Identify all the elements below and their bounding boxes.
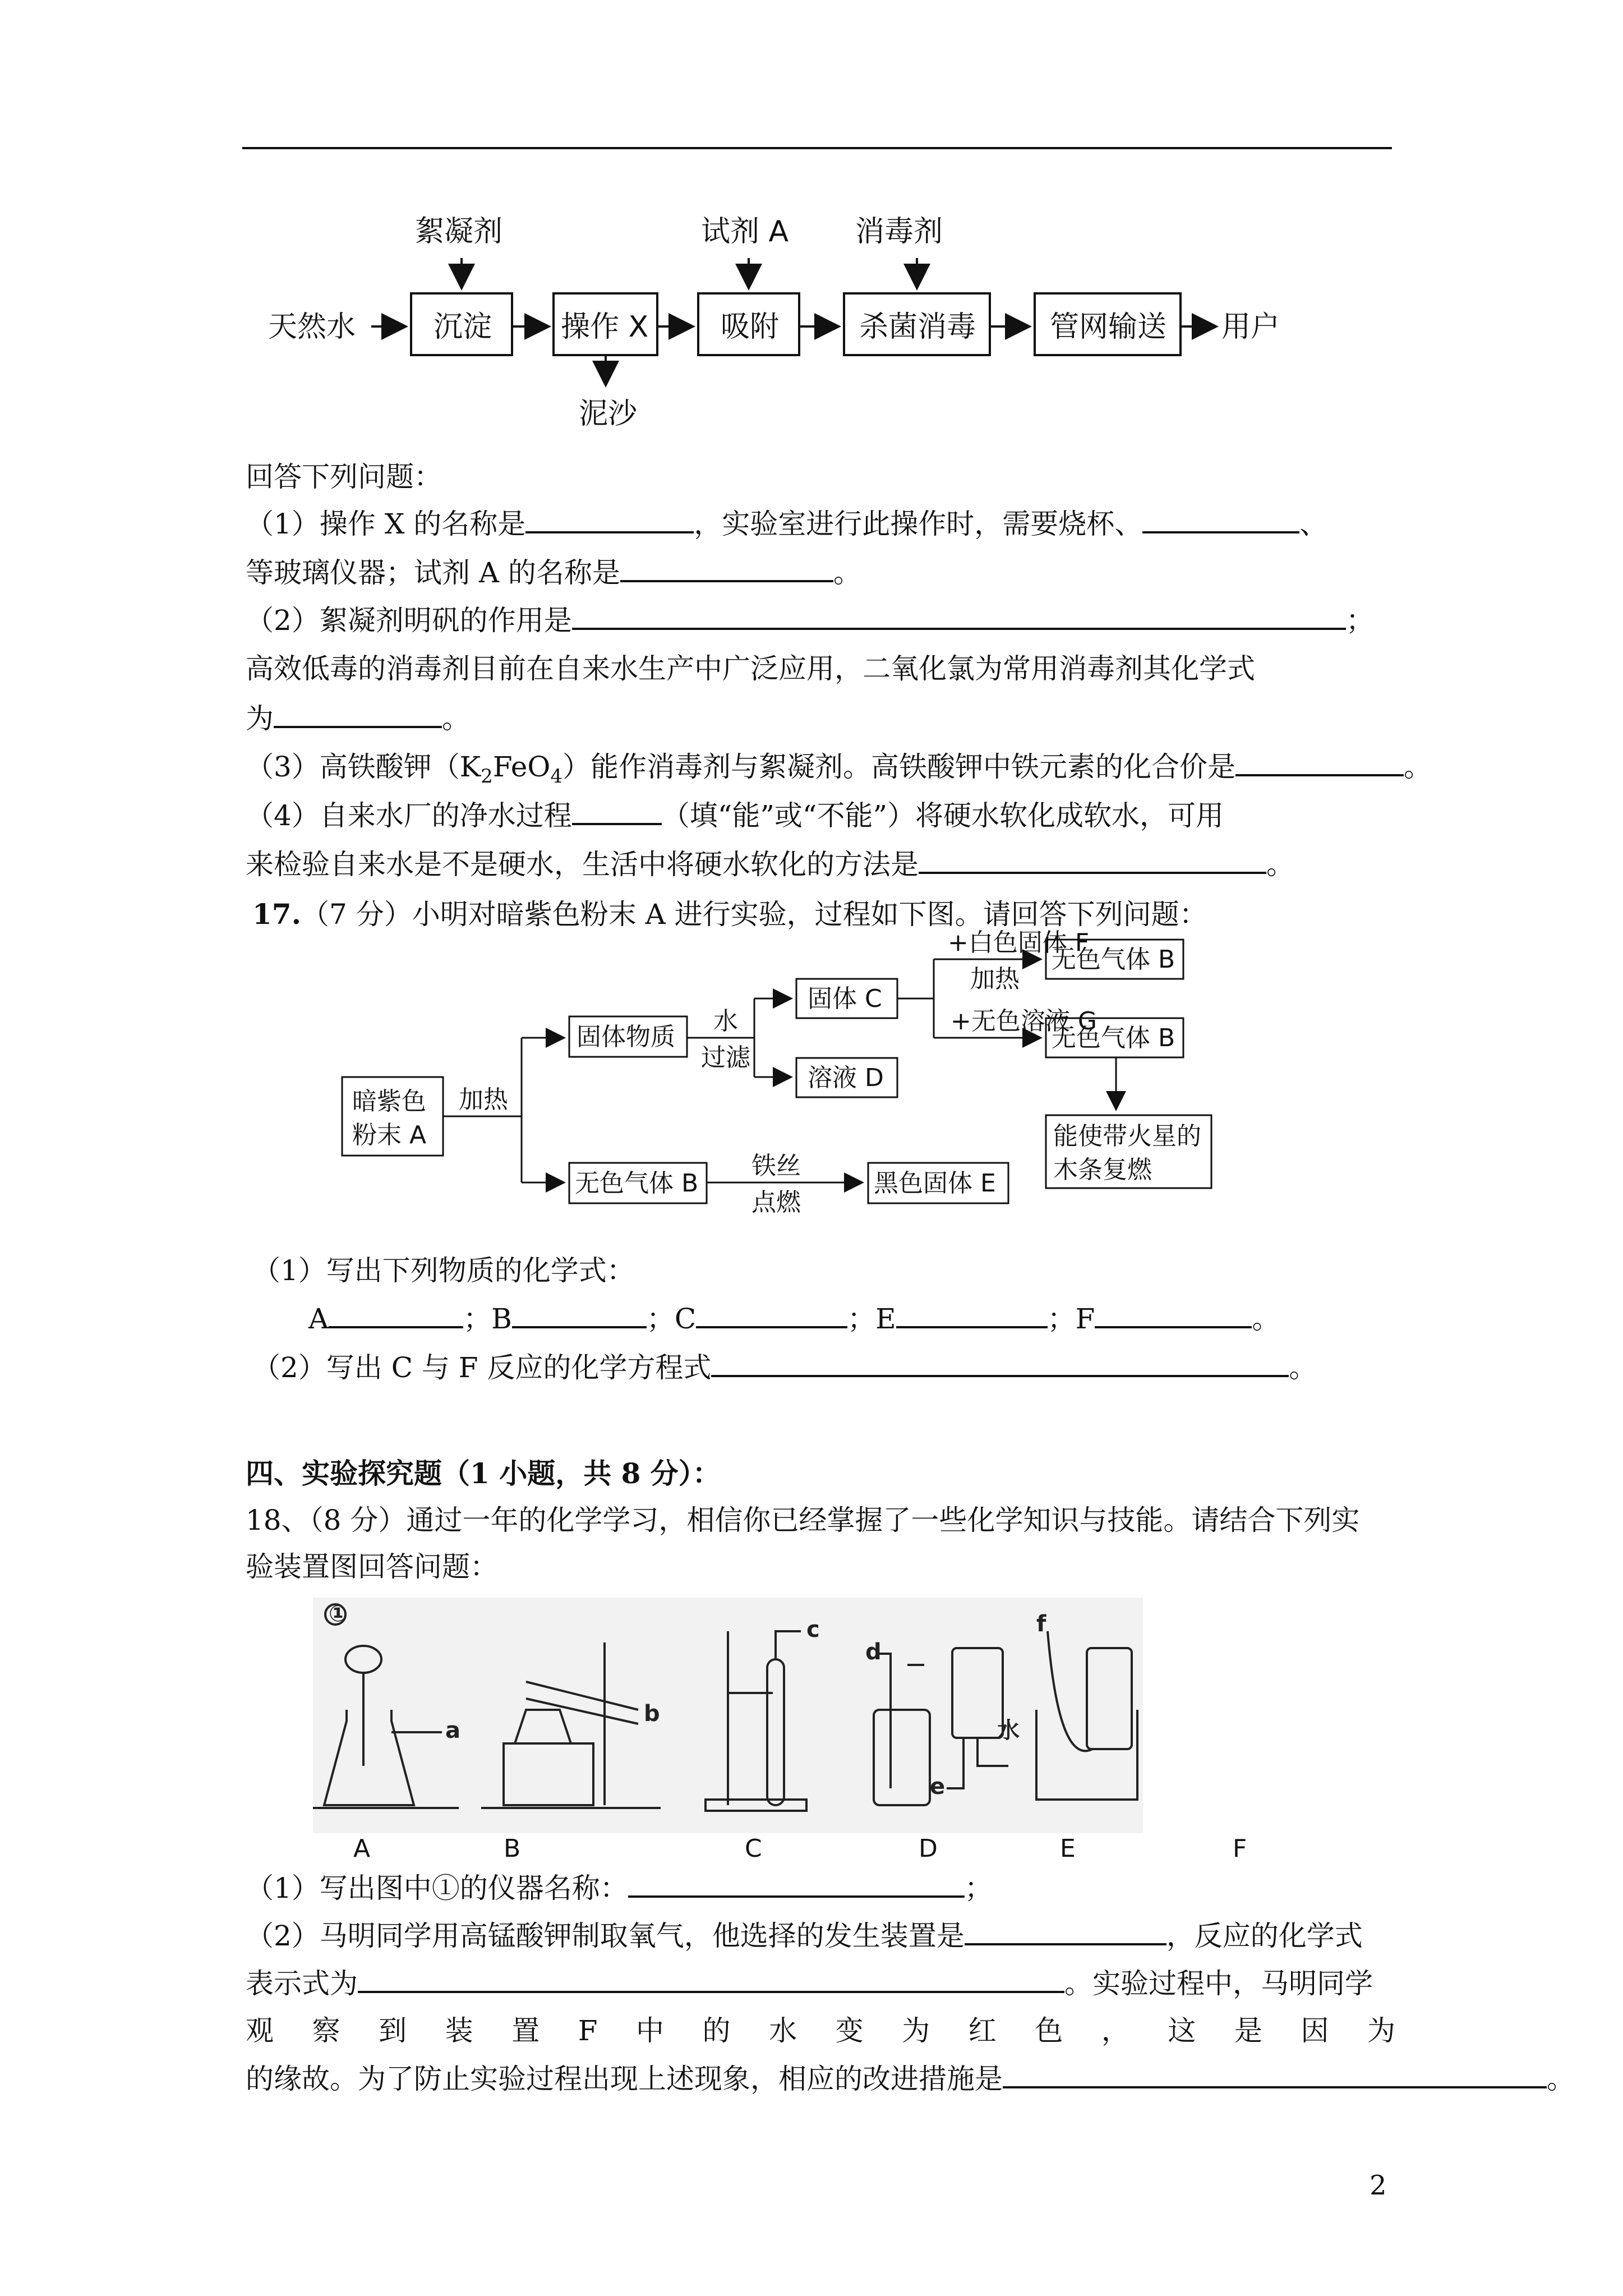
blank-fe-valence[interactable] [1235,749,1404,776]
q17-s1: （1）写出下列物质的化学式： [252,1254,635,1287]
q16-p1d: 等玻璃仪器；试剂 A 的名称是 [246,556,620,589]
q18-char: 变 [835,2014,864,2047]
q16-p1e: 。 [833,556,861,589]
q18-char: 到 [379,2014,407,2047]
apparatus-label-c: C [745,1834,762,1863]
flow1-start: 天然水 [268,310,356,344]
q16-p3d: 。 [1404,751,1432,783]
flow2-addF: +白色固体 F [948,928,1090,957]
sec4-title: 四、实验探究题（1 小题，共 8 分）： [246,1457,721,1490]
apparatus-label-e: E [1060,1834,1076,1863]
flow2-addG: +无色溶液 G [951,1007,1097,1036]
blank-improvement[interactable] [1003,2062,1547,2088]
q18-p2c: 表示式为 [246,1967,358,2000]
q18-p2d: 。实验过程中，马明同学 [1064,1967,1373,2000]
q16-p2a: （2）絮凝剂明矾的作用是 [246,604,572,637]
q16-p4a: （4）自来水厂的净水过程 [246,799,572,832]
blank-formula-f[interactable] [1095,1301,1252,1328]
blank-formula-e[interactable] [896,1301,1048,1328]
mark-1: ① [329,1601,348,1627]
q18-p2-line4 [246,2062,1575,2096]
q17-num: 17. [252,898,301,931]
q16-p1a: （1）操作 X 的名称是 [246,508,526,540]
q16-p3sub2: 4 [550,765,562,788]
apparatus-figure [313,1598,1143,1833]
q18-p1 [246,1871,993,1905]
blank-formula-b[interactable] [512,1301,647,1328]
q16-p2d: 为 [246,702,274,735]
flow1-box1-label: 沉淀 [434,310,492,344]
flow2-res2: 木条复燃 [1053,1156,1152,1184]
q16-p4d: 。 [1266,848,1294,881]
q17-labF: ；F [1047,1303,1095,1335]
flow2-b1: 无色气体 B [575,1169,699,1198]
flow2-res1: 能使带火星的 [1053,1122,1201,1151]
flow2-heat2: 加热 [970,965,1020,993]
q16-p3b: FeO [492,751,551,783]
flow2-e: 黑色固体 E [874,1169,996,1198]
label-d: d [865,1639,882,1665]
label-b: b [644,1701,660,1727]
q16-p2-line3 [246,701,470,735]
q16-p3 [246,749,1432,793]
q18-char: 装 [445,2014,473,2047]
blank-softening-method[interactable] [919,847,1266,874]
label-c: c [806,1617,820,1642]
q18-p1a: （1）写出图中①的仪器名称： [246,1872,628,1904]
substance-flowchart [336,928,1290,1228]
flow2-a1: 暗紫色 [352,1087,426,1116]
q17-labB: ；B [463,1303,512,1335]
q18-p2b: ，反应的化学式 [1166,1920,1363,1952]
q18-char: 观 [246,2014,274,2047]
flow1-box4-label: 杀菌消毒 [859,310,976,344]
q18-p1b: ； [964,1872,993,1904]
flow1-in3: 试剂 A [701,215,789,249]
blank-clo2-formula[interactable] [274,701,442,728]
header-rule [242,147,1392,149]
flow2-c: 固体 C [808,984,882,1013]
flow1-in1: 絮凝剂 [415,215,503,249]
q16-p3c: ）能作消毒剂与絮凝剂。高铁酸钾中铁元素的化合价是 [562,751,1235,783]
flow2-ignite: 点燃 [751,1188,801,1217]
q16-p2c: 高效低毒的消毒剂目前在自来水生产中广泛应用，二氧化氯为常用消毒剂其化学式 [246,652,1255,685]
q17-formulas-line [308,1301,1280,1336]
q16-p1b: ，实验室进行此操作时，需要烧杯、 [694,508,1143,540]
q18-char: 因 [1301,2014,1329,2047]
q16-p4-line2 [246,847,1294,881]
q18-char: 水 [769,2014,797,2047]
q17-s2 [252,1350,1317,1384]
q18-char: 中 [635,2014,664,2047]
q17-title: （7 分）小明对暗紫色粉末 A 进行实验，过程如下图。请回答下列问题： [301,898,1207,931]
q18-char: ， [1101,2014,1129,2047]
q17-s2a: （2）写出 C 与 F 反应的化学方程式 [252,1351,712,1384]
q16-p2-line1 [246,603,1374,637]
flow2-iron: 铁丝 [751,1152,801,1180]
q17-labC: ；C [646,1303,697,1335]
water-treatment-flowchart [252,202,1374,449]
q18-text-2: 验装置图回答问题： [246,1550,498,1583]
label-a: a [445,1718,460,1743]
q18-char: 为 [902,2014,930,2047]
blank-instrument-name[interactable] [628,1871,965,1898]
flow2-heat: 加热 [459,1085,508,1114]
q16-p3a: （3）高铁酸钾（K [246,751,481,783]
q18-char: 为 [1367,2014,1395,2047]
label-water: 水 [997,1718,1020,1743]
apparatus-drawings [313,1598,1143,1833]
q18-p2g: 。 [1547,2063,1575,2095]
blank-alum-role[interactable] [572,603,1346,630]
flow2-solid: 固体物质 [577,1023,675,1051]
flow2-b2: 无色气体 B [1052,945,1175,974]
q18-p2-line1 [246,1918,1363,1953]
flow1-box2-label: 操作 X [561,310,649,344]
flow2-d: 溶液 D [808,1064,884,1092]
apparatus-d [874,1654,930,1805]
flow2-filter: 过滤 [701,1043,750,1072]
blank-formula-c[interactable] [696,1301,847,1328]
blank-glassware[interactable] [1142,507,1299,533]
q16-intro: 回答下列问题： [246,461,442,493]
q18-char: 红 [968,2014,997,2047]
q18-char: 的 [702,2014,731,2047]
blank-reagent-a[interactable] [620,555,833,582]
q16-p2e: 。 [442,702,470,735]
q16-p4-line1 [246,798,1224,832]
flow1-box3-label: 吸附 [721,310,780,344]
apparatus-c [706,1631,806,1811]
q16-p4b: （填“能”或“不能”）将硬水软化成软水，可用 [661,799,1224,832]
apparatus-label-b: B [504,1834,521,1863]
label-f: f [1036,1611,1046,1637]
flow1-box5-label: 管网输送 [1050,310,1167,344]
q17-labA: A [308,1303,329,1335]
flow1-in4: 消毒剂 [855,215,943,249]
flow1-out2: 泥沙 [579,397,638,431]
q16-p3sub1: 2 [481,765,493,788]
blank-operation-x[interactable] [525,507,694,533]
q16-p4c: 来检验自来水是不是硬水，生活中将硬水软化的方法是 [246,848,919,881]
apparatus-f [1036,1631,1137,1800]
label-e: e [930,1774,946,1800]
blank-c-f-equation[interactable] [711,1350,1289,1377]
q18-char: 察 [312,2014,340,2047]
blank-formula-a[interactable] [329,1301,463,1328]
q18-p2a: （2）马明同学用高锰酸钾制取氧气，他选择的发生装置是 [246,1920,965,1952]
page-number: 2 [1370,2170,1387,2201]
q18-p2f: 的缘故。为了防止实验过程出现上述现象，相应的改进措施是 [246,2063,1003,2095]
blank-reaction-expression[interactable] [358,1966,1064,1993]
q18-p2-line3 [246,2014,1395,2047]
q18-text-1: 18、（8 分）通过一年的化学学习，相信你已经掌握了一些化学知识与技能。请结合下列实 [246,1504,1360,1536]
apparatus-a [313,1604,459,1808]
q18-char: 这 [1168,2014,1196,2047]
apparatus-label-f: F [1233,1834,1247,1863]
blank-generator[interactable] [965,1918,1166,1945]
flow2-water: 水 [713,1007,738,1036]
apparatus-label-d: D [919,1834,938,1863]
q18-char: 是 [1234,2014,1262,2047]
q17-labE: ；E [847,1303,896,1335]
apparatus-label-a: A [353,1834,371,1863]
q17-s2b: 。 [1289,1351,1317,1384]
q17-title-line [252,898,1207,931]
q16-p2b: ； [1345,604,1374,637]
q18-char: F [578,2014,598,2047]
q18-char: 置 [511,2014,540,2047]
q17-end1: 。 [1252,1303,1280,1335]
q16-p1-line1 [246,507,1327,541]
apparatus-labels [353,1834,1284,1868]
q16-p1c: 、 [1299,508,1328,540]
q18-p2-line2 [246,1966,1373,2000]
apparatus-b [481,1642,661,1808]
q18-char: 色 [1035,2014,1063,2047]
flow2-b3: 无色气体 B [1052,1024,1175,1052]
flow1-end: 用户 [1221,310,1280,344]
q16-p1-line2 [246,555,861,590]
flow2-a2: 粉末 A [352,1121,427,1149]
blank-can-soften[interactable] [572,798,662,825]
